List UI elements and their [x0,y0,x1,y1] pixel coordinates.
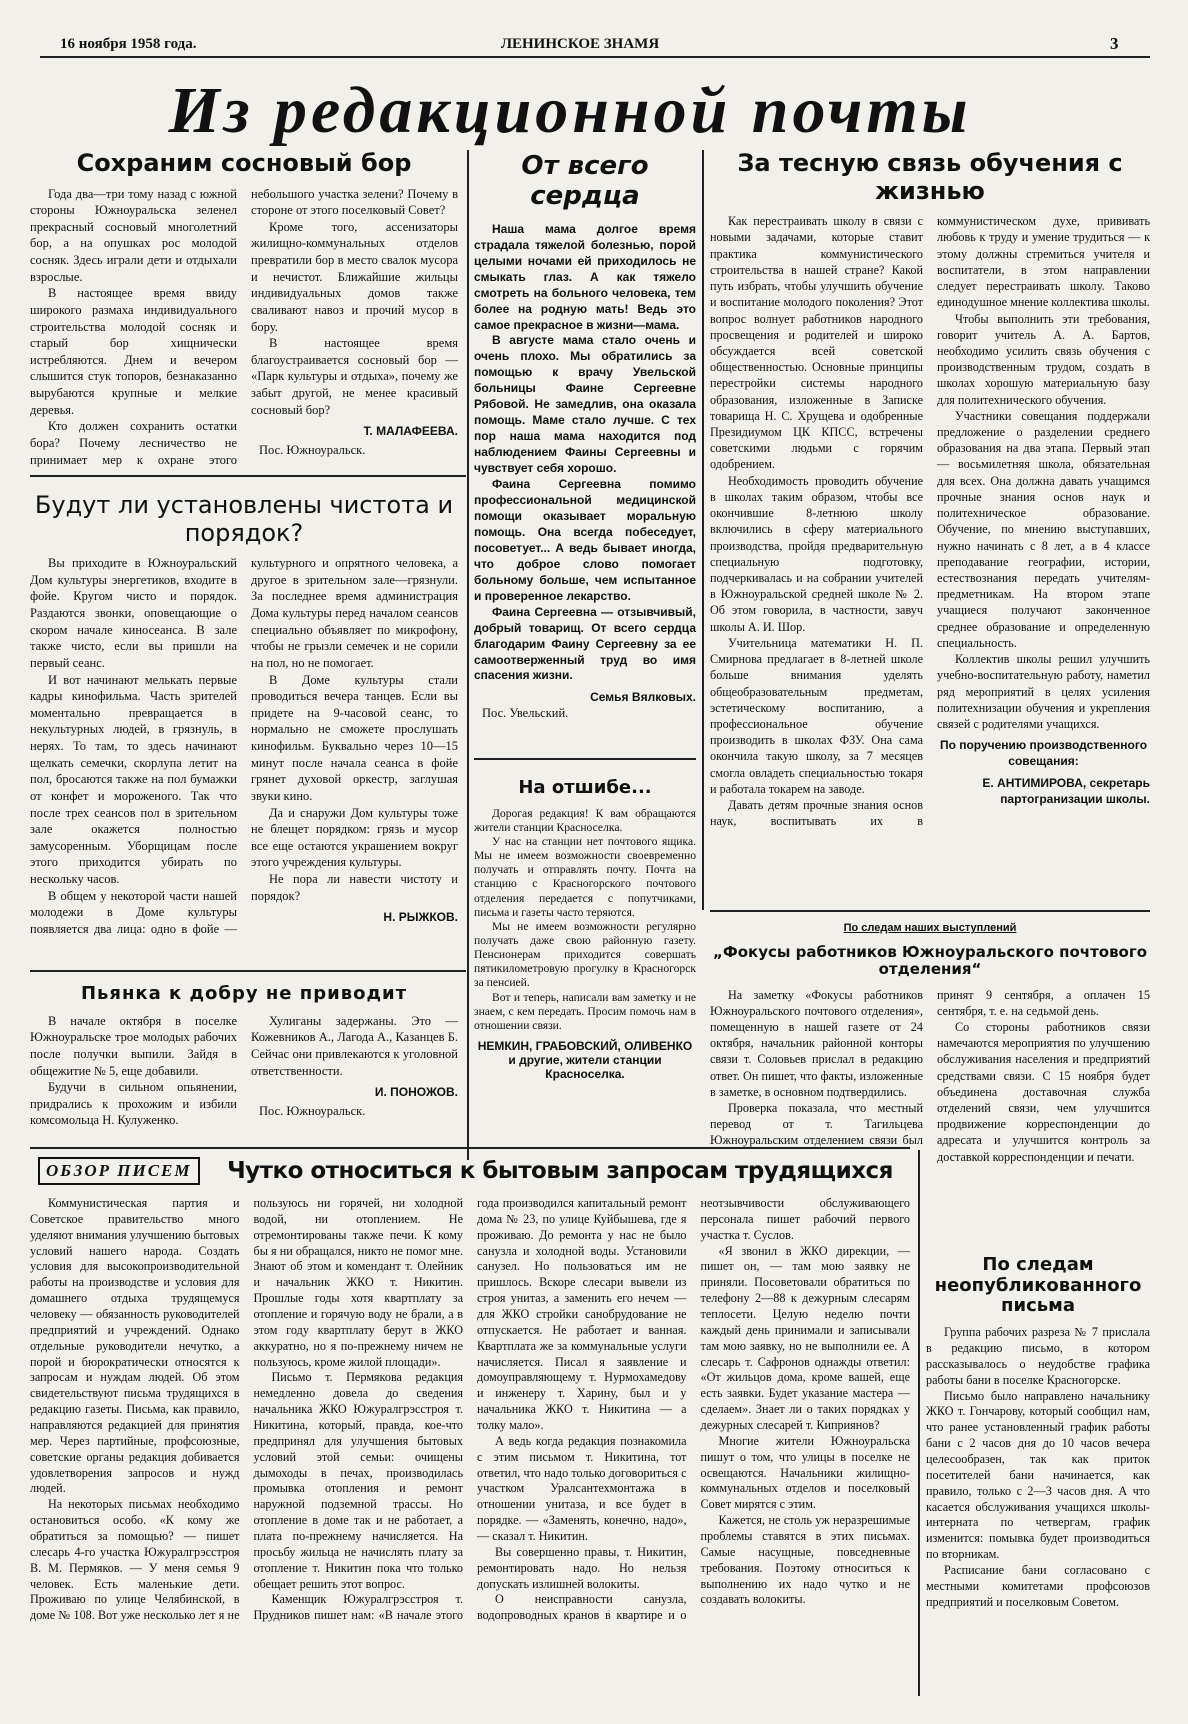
signature: Н. РЫЖКОВ. [383,910,458,925]
rubric: По следам наших выступлений [843,922,1017,934]
section-rule [30,1147,910,1149]
paragraph: Кажется, не столь уж неразрешимые проблемы ставятся в этих письмах. Самые насущные, повседневные требования. Поэтому относиться к выполнению их надо чутко и не создавать волокиты. [700,1513,910,1607]
paragraph: В августе мама стало очень и очень плохо. Мы обратились за помощью к врачу Увельской больницы Фаине Сергеевне Рябовой. Не замедлив, она оказала помощь. Маме стало лучше. С тех пор наша мама находится под наблюдением Фаины Сергеевны и чувствует себя хорошо. [474,333,696,476]
paragraph: Письмо т. Пермякова редакция немедленно довела до сведения начальника ЖКО Южуралгрэсстроя т. Никитина, который, правда, кое-что предпринял для улучшения бытовых условий этой семьи: очищены дымоходы в печах, производилась промывка отопления и ремонт наружной подземной трассы. Но отопление в доме так и не работает, а плата по-прежнему начисляется. На просьбу жильца не начислять плату за отопление т. Никитин пока что только обещает решить этот вопрос. [253,1370,463,1591]
article-drinking [30,984,458,1149]
place: Пос. Увельский. [482,706,569,721]
paragraph: Коммунистическая партия и Советское правительство много уделяют внимания улучшению бытовых условий нашего народа. Создать условия для высокопроизводительной работы на производстве и условия для домашнего отдыха трудящемуся человеку — обязанность руководителей предприятий и учреждений. Однако отдельные руководители нечутко, а порой и бюрократически относятся к запросам и нуждам людей. Об этом свидетельствуют письма трудящихся в редакцию газеты. Письма, как правило, направляются редакцией для принятия мер. Через партийные, профсоюзные, советские органы редакция добивается удовлетворения запросов и нужд людей. [30,1196,240,1496]
page-number: 3 [1110,34,1119,53]
article-post-office [710,943,1150,1164]
paragraph: Фаина Сергеевна помимо профессиональной медицинской помощи оказывает моральную помощь. Она всегда побеседует, посоветует... А ведь бывает иногда, что доброе слово помогает больному больше, чем испытанное и проверенное лекарство. [474,477,696,603]
paragraph: Со стороны работников связи намечаются мероприятия по улучшению обслуживания населения и предприятий средствами связи. С 15 ноября будет объединена доставочная служба отделений связи, чем улучшится продвижение корреспонденции до адресата и улучшится контроль за доставкой корреспонденции и печати. [937,1019,1150,1164]
article-from-heart [474,152,696,752]
paragraph: Года два—три тому назад с южной стороны Южноуральска зеленел прекрасный сосновый многолетний бор, а на опушках рос молодой сосняк. Здесь играли дети и отдыхали взрослые. [30,186,237,284]
article-school [710,150,1150,902]
article-pine-forest [30,150,458,468]
review-title-block [210,1158,910,1194]
paragraph: Вы приходите в Южноуральский Дом культуры энергетиков, входите в фойе. Кругом чисто и порядок. Раздаются звонки, оповещающие о скором начале киносеанса. В зале также чисто, если вы пришли на первый сеанс. [30,556,237,670]
paragraph: Мы не имеем возможности регулярно получать даже свою районную газету. Пенсионерам приходится совершать пятикилометровую прогулку в Красногорск за пенсией. [474,919,696,990]
article-body [474,222,696,685]
paragraph: Давать детям прочные знания основ наук, воспитывать их в коммунистическом духе, прививать любовь к труду и умение трудиться — к этому должны стремиться учителя и воспитатели, в этом направлении следует перестраивать школу. Таково единодушное мнение коллектива школы. [710,214,1150,829]
article-body [710,213,1150,829]
article-body [926,1325,1150,1610]
section-rule [30,970,466,972]
paragraph: Хулиганы задержаны. Это — Кожевников А., Лагода А., Казанцев Б. Сейчас они привлекаются к уголовной ответственности. [251,1013,458,1078]
paragraph: В Доме культуры стали проводиться вечера танцев. Если вы придете на 9-часовой сеанс, то нормально не сможете прослушать кинофильм. Буквально через 10—15 минут после начала сеанса в фойе грянет духовой оркестр, заглушая звуки кино. [251,672,458,803]
paragraph: А ведь когда редакция познакомила с этим письмом т. Никитина, тот ответил, что надо только договориться с участком Уралсантехмонтажа в отношении унитаза, и все будет в порядке. — «Заменять, конечно, надо», — сказал т. Никитин. [477,1433,687,1544]
signature: И. ПОНОЖОВ. [374,1085,458,1100]
article-title: Сохраним сосновый бор [76,149,412,177]
paragraph: Письмо было направлено начальнику ЖКО т. Гончарову, который сообщил нам, что ранее установленный график работы бани с 2 часов дня до 10 часов вечера целесообразен, так как приток посетителей бани начинается, как правило, только с 2—3 часов дня. А что касается обслуживания учащихся школы-интерната по четвергам, график изменится: помывка будет производиться по вторникам. [926,1388,1150,1562]
masthead-title: Из редакционной почты [168,74,972,147]
paragraph: Учительница математики Н. П. Смирнова предлагает в 8-летней школе больше внимания уделять общеобразовательным предметам, эстетическому воспитанию, а профессиональное обучение производить в школах ФЗУ. Она сама окончила такую школу, за 7 месяцев смогла овладеть специальностью токаря и работала токарем на заводе. [710,635,923,796]
article-title: На отшибе... [518,777,652,798]
article-title: Пьянка к добру не приводит [80,983,408,1004]
paragraph: О неисправности санузла, водопроводных кранов в квартире и о неотзывчивости обслуживающего персонала пишет рабочий первого участка т. Суслов. [477,1196,910,1623]
section-rule [474,758,696,760]
paragraph: Чтобы выполнить эти требования, говорит учитель А. А. Бартов, необходимо усилить связь обучения с производственным трудом, создать в школах хорошую материальную базу для политехнического обучения. [937,311,1150,407]
paragraph: Кроме того, ассенизаторы жилищно-коммунальных отделов превратили бор в место свалок мусора и нечистот. Ближайшие жильцы индивидуальных домов также сваливают навоз и прочий мусор в бору. [251,219,458,334]
article-body [30,186,458,469]
paragraph: Да и снаружи Дом культуры тоже не блещет порядком: грязь и мусор все еще остаются украшением вокруг этого учреждения культуры. [251,805,458,870]
paragraph: Участники совещания поддержали предложение о разделении среднего образования на два этапа. Первый этап — восьмилетняя школа, обязательная для всех. Она должна давать учащимся прочные знания основ наук и политехническое образование. Обучение, по мнению выступавших, нужно начинать с 8 лет, а в 4 классе преподавание географии, истории, естествознания передать учителям-предметникам. На втором этапе учащиеся получают законченное среднее образование и определенную специальность. [937,408,1150,650]
paragraph: Наша мама долгое время страдала тяжелой болезнью, порой целыми ночами ей приходилось не смыкать глаз. А как тяжело смотреть на больного человека, тем более на родную мать! Ведь это самое прекрасное в жизни—мама. [474,221,696,332]
paragraph: Многие жители Южноуральска пишут о том, что улицы в поселке не освещаются. Начальники жилищно-коммунальных отделов и поселковый Совет мирятся с этим. [700,1433,910,1512]
paragraph: На заметку «Фокусы работников Южноуральского почтового отделения», помещенную в нашей газете от 24 октября, начальник районной конторы связи т. Соловьев прислал в редакцию ответ. Он пишет, что факты, изложенные в заметке, в основном подтвердились. [710,987,923,1099]
newspaper-name: ЛЕНИНСКОЕ ЗНАМЯ [500,36,660,52]
paragraph: Не пора ли навести чистоту и порядок? [251,872,458,903]
column-divider [467,150,469,1160]
signature-note: По поручению производственного совещания: [939,738,1148,769]
header-rule [40,56,1150,58]
article-remote [474,758,696,1138]
paragraph: «Я звонил в ЖКО дирекции, — пишет он, — там мою заявку не приняли. Посоветовали обратиться по телефону 2—88 к дежурным слесарям теплосети. Целую неделю почти каждый день принимали и записывали там мою заявку, но не выполнили ее. А слесарь т. Сафронов однажды ответил: «От жильцов дома, кроме вашей, еще есть заявки. Будет указание мастера — сделаем». Знает ли о таких порядках у дежурных слесарей т. Киприянов? [700,1243,910,1433]
signature: Е. АНТИМИРОВА, секретарь партогранизации школы. [982,776,1150,807]
paragraph: Вот и теперь, написали вам заметку и не знаем, с кем передать. Просим помочь нам в отношении связи. [474,990,696,1032]
article-body [710,987,1150,1165]
article-title: Чутко относиться к бытовым запросам трудящихся [227,1158,893,1184]
issue-date: 16 ноября 1958 года. [60,36,197,52]
paragraph: В настоящее время благоустраивается сосновый бор — «Парк культуры и отдыха», почему же забыт другой, не менее красивый сосновый бор? [251,336,458,417]
paragraph: У нас на станции нет почтового ящика. Мы не имеем возможности своевременно получать и отправлять почту. Почта на станцию с Красногорского почтового отделения передается с попутчиками, письма и газеты часто теряются. [474,834,696,919]
section-rule [710,910,1150,912]
signature: Т. МАЛАФЕЕВА. [363,424,458,439]
article-title: Будут ли установлены чистота и порядок? [34,491,454,547]
article-title: „Фокусы работников Южноуральского почтового отделения“ [712,943,1148,979]
article-body [30,555,458,937]
review-label: ОБЗОР ПИСЕМ [38,1157,200,1185]
article-title: По следам неопубликованного письма [934,1254,1142,1317]
paragraph: Кто должен сохранить остатки бора? Почему лесничество не принимает мер к охране этого небольшого участка зелени? Почему в стороне от этого поселковый Совет? [30,186,458,467]
article-cleanliness [30,492,458,962]
paragraph: В настоящее время ввиду широкого размаха индивидуального строительства молодой сосняк и старый бор хищнически истребляются. Днем и вечером слышится стук топоров, безнаказанно вырубаются крупные и мелкие деревья. [30,286,237,417]
paragraph: На некоторых письмах необходимо остановиться особо. «К кому же обратиться за помощью? — пишет слесарь 4-го участка Южуралгрэсстроя В. М. Пермяков. — У меня семья 9 человек. Есть маленькие дети. Проживаю по улице Челябинской, в доме № 108. Вот уже несколько лет я не пользуюсь ни горячей, ни холодной водой, ни отоплением. Не отремонтированы также печи. К кому бы я ни обращался, никто не помог мне. Знают об этом и комендант т. Олейник и начальник ЖКО т. Никитин. Прошлые годы хотя квартплату за отопление и горячую воду не брали, а в этом году квартплату берут в ЖКО аккуратно, но я по-прежнему ничем не пользуюсь, кроме жилой площади». [30,1196,463,1623]
article-body [30,1196,910,1624]
article-title: От всего сердца [521,151,649,211]
paragraph: Группа рабочих разреза № 7 прислала в редакцию письмо, в котором рассказывалось о неудобстве графика работы бани в поселке Красногорске. [926,1325,1150,1387]
signature: НЕМКИН, ГРАБОВСКИЙ, ОЛИВЕНКО и другие, жители станции Красноселка. [477,1038,693,1081]
signature: Семья Вялковых. [590,690,696,705]
paragraph: Необходимость проводить обучение в школах таким образом, чтобы все окончившие 8-летнюю школу включились в сферу материального производства, пройдя предварительную специальную подготовку, подчеркивалась и на собрании учителей в Южноуральской средней школе № 2. Об этом говорила, в частности, завуч школы А. И. Шор. [710,473,923,634]
paragraph: Фаина Сергеевна — отзывчивый, добрый товарищ. От всего сердца благодарим Фаину Сергеевну за ее самоотверженный труд во имя спасения жизни. [474,604,696,683]
article-body [30,1013,458,1129]
article-unpublished [926,1255,1150,1695]
section-rule [30,475,466,477]
paragraph: Вы совершенно правы, т. Никитин, ремонтировать надо. Но нельзя допускать излишней волокиты. [477,1544,687,1591]
paragraph: Как перестраивать школу в связи с новыми задачами, которые ставит практика коммунистического строительства в нашей стране? Какой путь избрать, чтобы улучшить обучение и воспитание молодого поколения? Этот вопрос волнует работников народного просвещения и родителей и широко обсуждается всей советской общественностью. Основные принципы перестройки системы народного образования, изложенные в Записке товарища Н. С. Хрущева и одобренные Президиумом ЦК КПСС, встречены советскими людьми с горячим одобрением. [710,214,923,472]
place: Пос. Южноуральск. [259,443,366,458]
paragraph: Будучи в сильном опьянении, придрались к прохожим и избили комсомольца Н. Кулуженко. [30,1080,237,1128]
column-divider [918,1150,920,1696]
article-body [474,807,696,1033]
paragraph: Дорогая редакция! К вам обращаются жители станции Красноселка. [474,806,696,834]
paragraph: И вот начинают мелькать первые кадры кинофильма. Часть зрителей моментально превращается в некультурных людей, в грязнуль, в неряx. То там, то здесь начинают щелкать семечки, скорлупа летит на пол, бросаются также на пол бумажки от конфет и мороженого. Так что после трех сеансов пол в зрительном зале окажется полностью замусоренным. Уборщицам после этого приходится убирать по нескольку часов. [30,672,237,887]
paragraph: В общем у некоторой части нашей молодежи в Доме культуры появляется два лица: одно в фойе — культурного и опрятного человека, а другое в зрительном зале—грязнули. За последнее время администрация Дома культуры перед началом сеансов специально объявляет по микрофону, чтобы не грызли семечек и не сорили на пол, но не помогает. [30,556,458,936]
paragraph: В начале октября в поселке Южноуральске трое молодых рабочих после получки выпили. Зайдя в общежитие № 5, еще добавили. [30,1013,237,1078]
place: Пос. Южноуральск. [259,1104,366,1119]
paragraph: Проверка показала, что местный перевод от т. Тагильцева Южноуральским отделением связи был принят 9 сентября, а оплачен 15 сентября, т. е. на седьмой день. [710,987,1150,1148]
article-title: За тесную связь обучения с жизнью [737,149,1123,205]
column-divider [702,150,704,910]
paragraph: Коллектив школы решил улучшить учебно-воспитательную работу, наметил ряд мероприятий в целях усиления политехнизации обучения и укрепления связей с родителями учащихся. [937,652,1150,731]
article-review [30,1196,910,1696]
paragraph: Расписание бани согласовано с местными комитетами профсоюзов предприятий и поселковым Советом. [926,1562,1150,1609]
paragraph: Каменщик Южуралгрэсстроя т. Прудников пишет нам: «В начале этого года производился капитальный ремонт дома № 23, по улице Куйбышева, где я проживаю. До ремонта у нас не было санузла и холодной воды. Установили санузел. Но пользоваться им не пришлось. Вскоре слесари вывели из строя унитаз, а заменить его нечем — для ЖКО стройки санобрудование не отпускается. Не работает и ванная. Квартплата же за коммунальные услуги начисляется. Писал я заявление и домоуправляющему т. Нурмохамедову и инженеру т. Харину, был и у начальника ЖКО т. Никитина — а толку мало». [253,1196,687,1623]
